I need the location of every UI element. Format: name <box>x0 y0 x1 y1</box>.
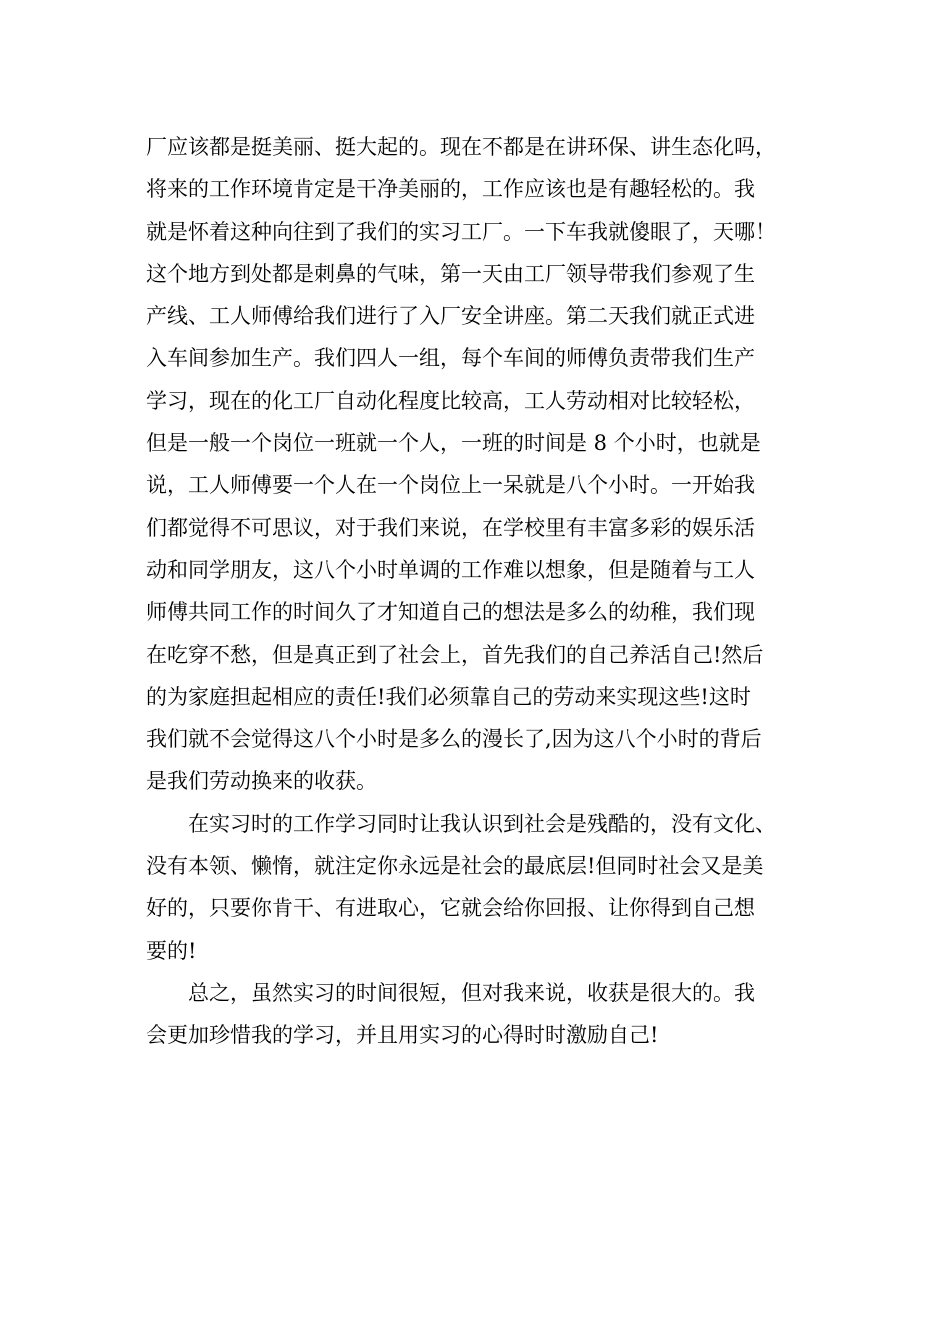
paragraph-start-line: 在实习时的工作学习同时让我认识到社会是残酷的，没有文化、 <box>188 811 776 836</box>
text-line: 这个地方到处都是刺鼻的气味，第一天由工厂领导带我们参观了生 <box>146 261 755 286</box>
text-line: 产线、工人师傅给我们进行了入厂安全讲座。第二天我们就正式进 <box>146 304 755 329</box>
document-body <box>146 126 826 1057</box>
text-line: 没有本领、懒惰，就注定你永远是社会的最底层!但同时社会又是美 <box>146 854 764 879</box>
paragraph-start-line: 总之，虽然实习的时间很短，但对我来说，收获是很大的。我 <box>188 980 755 1005</box>
text-line: 要的! <box>146 938 197 963</box>
text-line: 将来的工作环境肯定是干净美丽的，工作应该也是有趣轻松的。我 <box>146 177 755 202</box>
text-line: 就是怀着这种向往到了我们的实习工厂。一下车我就傻眼了，天哪！ <box>146 219 776 244</box>
text-line: 好的，只要你肯干、有进取心，它就会给你回报、让你得到自己想 <box>146 896 755 921</box>
text-line: 的为家庭担起相应的责任!我们必须靠自己的劳动来实现这些!这时 <box>146 684 751 709</box>
text-line: 说，工人师傅要一个人在一个岗位上一呆就是八个小时。一开始我 <box>146 473 755 498</box>
text-line: 会更加珍惜我的学习，并且用实习的心得时时激励自己! <box>146 1023 659 1048</box>
text-line: 厂应该都是挺美丽、挺大起的。现在不都是在讲环保、讲生态化吗， <box>146 135 776 159</box>
text-line: 学习，现在的化工厂自动化程度比较高，工人劳动相对比较轻松， <box>146 388 755 413</box>
text-line: 动和同学朋友，这八个小时单调的工作难以想象，但是随着与工人 <box>146 557 755 582</box>
text-line: 入车间参加生产。我们四人一组，每个车间的师傅负责带我们生产 <box>146 346 755 371</box>
text-line: 是我们劳动换来的收获。 <box>146 769 377 794</box>
text-line: 我们就不会觉得这八个小时是多么的漫长了,因为这八个小时的背后 <box>146 727 762 752</box>
text-line: 师傅共同工作的时间久了才知道自己的想法是多么的幼稚，我们现 <box>146 600 755 625</box>
text-line: 们都觉得不可思议，对于我们来说，在学校里有丰富多彩的娱乐活 <box>146 515 755 540</box>
text-line: 但是一般一个岗位一班就一个人，一班的时间是 8 个小时，也就是 <box>146 431 761 456</box>
text-line: 在吃穿不愁，但是真正到了社会上，首先我们的自己养活自己!然后 <box>146 642 764 667</box>
